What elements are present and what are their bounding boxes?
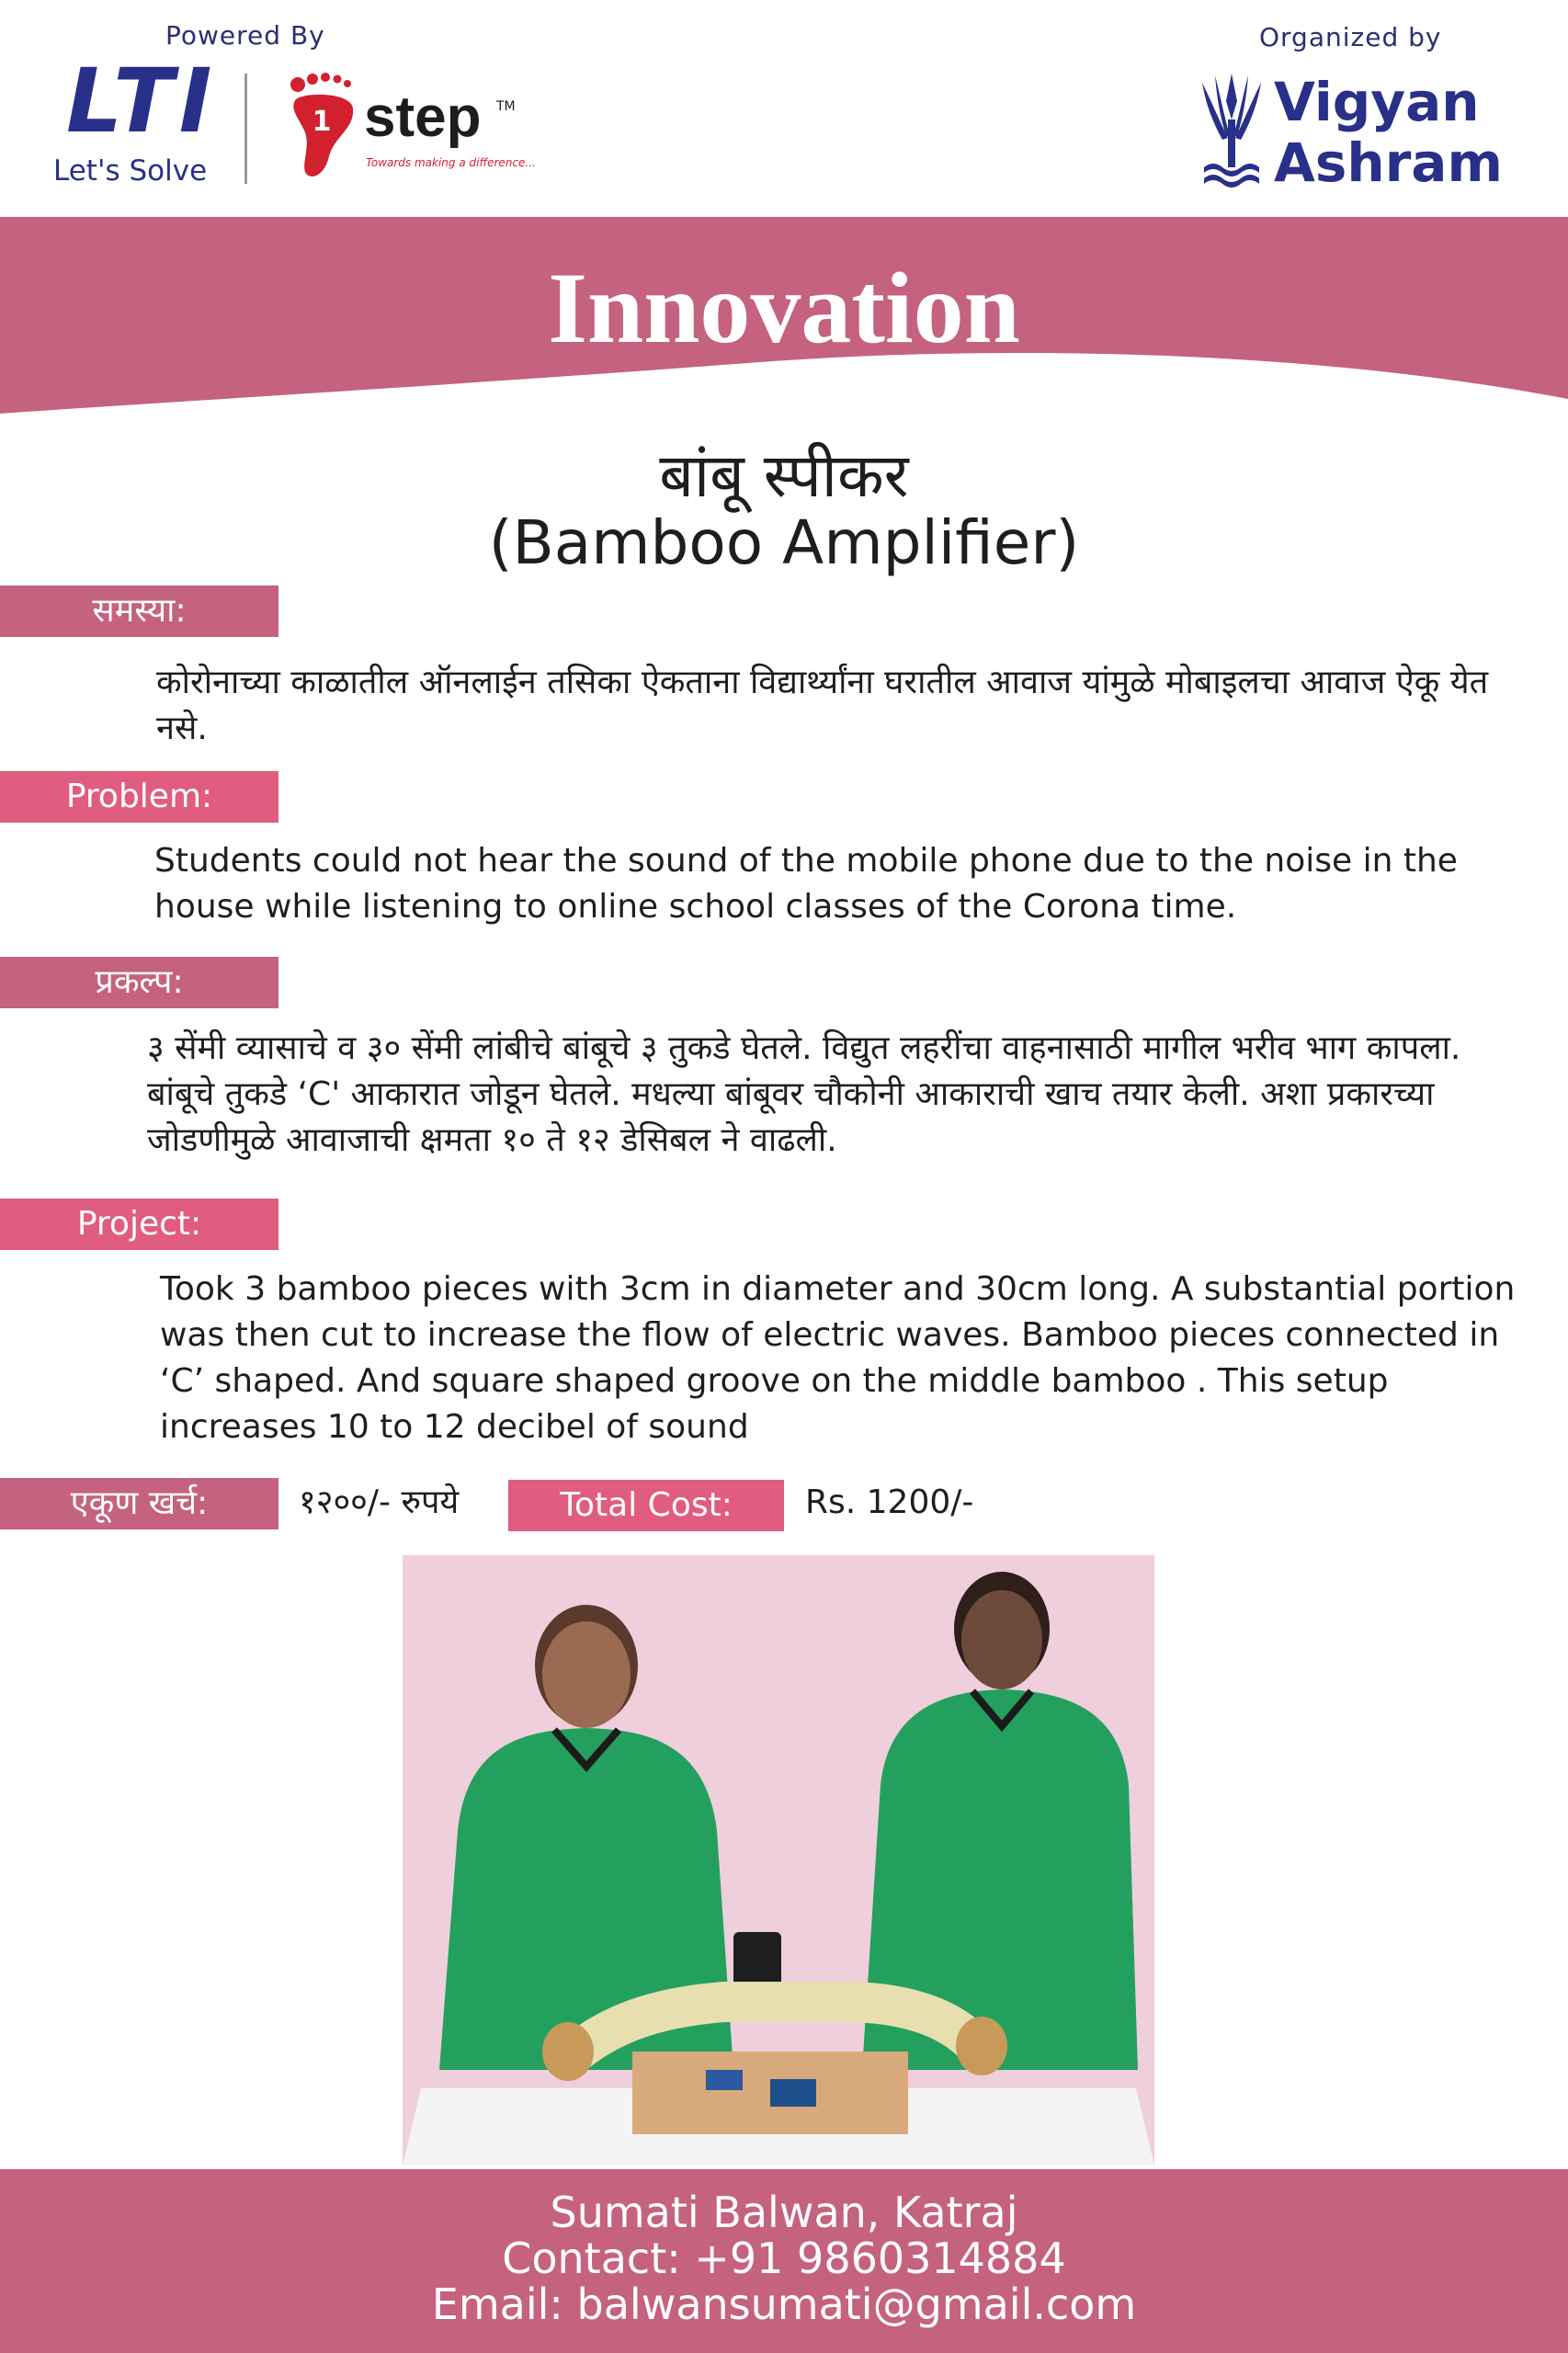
powered-by-label: Powered By (165, 20, 325, 51)
problem-marathi-label: समस्या: (0, 585, 278, 637)
logo-divider (244, 74, 247, 184)
step-logo-text: step (364, 85, 482, 149)
organized-by-label: Organized by (1259, 22, 1442, 52)
project-title-marathi: बांबू स्पीकर (659, 440, 909, 511)
problem-marathi-text: कोरोनाच्या काळातील ऑनलाईन तसिका ऐकताना विद्यार्थ्यांना घरातील आवाज यांमुळे मोबाइलचा आवाज ऐकू येत नसे. (156, 664, 1489, 747)
svg-text:1: 1 (312, 106, 332, 138)
banner-title: Innovation (548, 252, 1020, 364)
step-tagline: Towards making a difference... (366, 156, 536, 169)
vigyan-ashram-line2: Ashram (1274, 131, 1503, 194)
project-english-text: Took 3 bamboo pieces with 3cm in diameter and 30cm long. A substantial portion was then cut to increase the flow of electric waves. Bamboo pieces connected in ‘C’ shaped. And square shaped groove on the middle bamboo . This setup increases 10 to 12 decibel of sound (160, 1270, 1516, 1446)
students-with-bamboo-amplifier-photo (403, 1555, 1154, 2165)
vigyan-ashram-name (1274, 72, 1503, 193)
problem-english-label: Problem: (0, 771, 278, 823)
project-title-english: (Bamboo Amplifier) (488, 507, 1080, 578)
total-cost-marathi-label: एकूण खर्च: (0, 1478, 278, 1529)
project-english-label: Project: (0, 1199, 278, 1250)
footer-email: Email: balwansumati@gmail.com (431, 2279, 1137, 2329)
problem-english-text: Students could not hear the sound of the mobile phone due to the noise in the house while listening to online school classes of the Corona time. (154, 842, 1458, 926)
total-cost-english-value: Rs. 1200/- (805, 1483, 974, 1521)
lti-tagline: Let's Solve (53, 154, 208, 188)
project-marathi-label: प्रकल्प: (0, 957, 278, 1008)
vigyan-ashram-line1: Vigyan (1274, 71, 1480, 133)
footer-contact-number: Contact: +91 9860314884 (502, 2234, 1066, 2283)
lti-logo-text: LTI (66, 50, 218, 153)
project-marathi-text: ३ सेंमी व्यासाचे व ३० सेंमी लांबीचे बांबूचे ३ तुकडे घेतले. विद्युत लहरींचा वाहनासाठी मागील भरीव भाग कापला. बांबूचे तुकडे ‘C' आकारात जोडून घेतले. मधल्या बांबूवर चौकोनी आकाराची खाच तयार केली. अशा प्रकारच्या जोडणीमुळे आवाजाची क्षमता १० ते १२ डेसिबल ने वाढली. (147, 1029, 1461, 1159)
total-cost-marathi-value: १२००/- रुपये (299, 1483, 460, 1521)
footer-student-name: Sumati Balwan, Katraj (550, 2188, 1018, 2237)
footprint-icon (287, 72, 360, 182)
vigyan-ashram-emblem-icon (1195, 64, 1268, 188)
step-trademark: TM (496, 99, 516, 114)
total-cost-english-label: Total Cost: (508, 1480, 784, 1531)
